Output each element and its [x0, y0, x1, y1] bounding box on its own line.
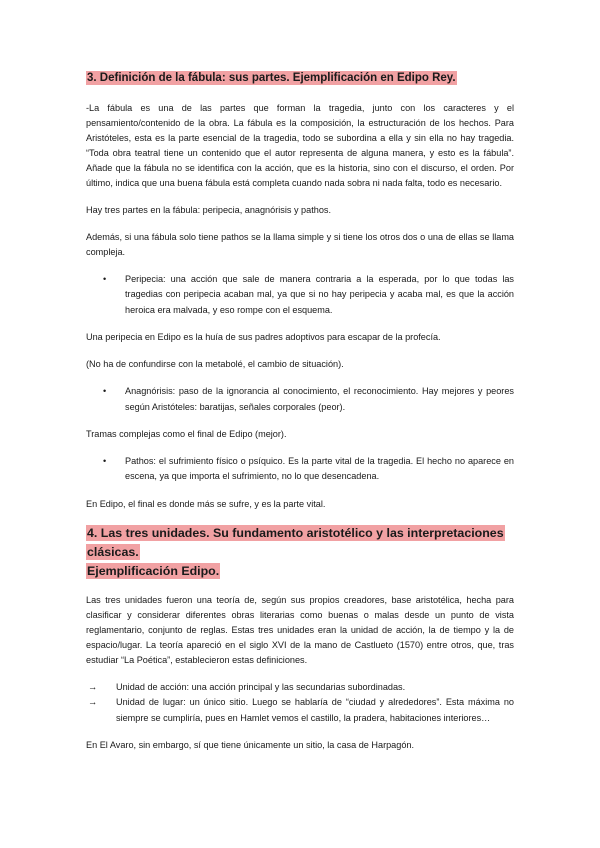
- section-3-paragraph-6: Tramas complejas como el final de Edipo (mejor).: [86, 429, 287, 440]
- section-3-paragraph-2: Hay tres partes en la fábula: peripecia, anagnórisis y pathos.: [86, 205, 331, 215]
- bullet-text-peripecia: Peripecia: una acción que sale de manera contraria a la esperada, por lo que todas las tragedias con peripecia acaban mal, ya que si no hay peripecia y acaba mal, es que la acción heroica era malvada, y eso rompe con el esquema.: [125, 274, 514, 315]
- bullet-mark: •: [103, 386, 107, 397]
- bullet-list-peripecia: [86, 272, 514, 318]
- section-4-heading: [86, 524, 514, 581]
- section-3-heading-text: 3. Definición de la fábula: sus partes. Ejemplificación en Edipo Rey.: [87, 72, 456, 84]
- section-3-paragraph-4: Una peripecia en Edipo es la huía de sus padres adoptivos para escapar de la profecía.: [86, 332, 441, 343]
- arrow-right-icon: →: [88, 697, 98, 708]
- arrow-right-icon: →: [88, 681, 98, 692]
- arrow-list-unidades: [86, 680, 514, 726]
- bullet-text-pathos: Pathos: el sufrimiento físico o psíquico. Es la parte vital de la tragedia. El hecho no aparece en escena, ya que importa el sufrimiento, no lo que desencadena.: [125, 456, 514, 482]
- bullet-mark: •: [103, 456, 107, 467]
- bullet-list-pathos: [86, 454, 514, 485]
- section-3-heading: [86, 70, 514, 87]
- section-4-paragraph-1: Las tres unidades fueron una teoría de, según sus propios creadores, base aristotélica, hecha para clasificar y considerar diferentes obras literarias como buenas o malas desde un punto de vista reglamentario, conjunto de reglas. Estas tres unidades eran la unidad de acción, la de tiempo y la de espacio/lugar. La teoría apareció en el siglo XVI de la mano de Castlueto (1570) entre otros, que, tras estudiar “La Poética”, establecieron estas definiciones.: [86, 594, 514, 665]
- section-4-heading-line-2: Ejemplificación Edipo.: [87, 563, 220, 578]
- arrow-item-unidad-accion: [86, 680, 514, 695]
- bullet-mark: •: [103, 274, 107, 284]
- arrow-text-unidad-accion: Unidad de acción: una acción principal y las secundarias subordinadas.: [116, 681, 406, 692]
- section-3-paragraph-7: En Edipo, el final es donde más se sufre, y es la parte vital.: [86, 498, 326, 509]
- bullet-item-peripecia: [100, 272, 514, 318]
- section-4-heading-line-1: 4. Las tres unidades. Su fundamento aristotélico y las interpretaciones clásicas.: [87, 525, 504, 559]
- bullet-text-anagnorisis: Anagnórisis: paso de la ignorancia al conocimiento, el reconocimiento. Hay mejores y peores según Aristóteles: baratijas, señales corporales (peor).: [125, 386, 514, 412]
- bullet-item-anagnorisis: [100, 384, 514, 415]
- arrow-text-unidad-lugar: Unidad de lugar: un único sitio. Luego se hablaría de “ciudad y alrededores”. Esta máxima no siempre se cumpliría, pues en Hamlet vemos el castillo, la pradera, habitaciones interiores…: [116, 697, 514, 723]
- bullet-item-pathos: [100, 454, 514, 485]
- section-4-paragraph-2: En El Avaro, sin embargo, sí que tiene únicamente un sitio, la casa de Harpagón.: [86, 740, 415, 751]
- bullet-list-anagnorisis: [86, 384, 514, 415]
- section-3-paragraph-3: Además, si una fábula solo tiene pathos se la llama simple y si tiene los otros dos o una de ellas se llama compleja.: [86, 232, 514, 257]
- section-3-paragraph-1: -La fábula es una de las partes que forman la tragedia, junto con los caracteres y el pensamiento/contenido de la obra. La fábula es la composición, la estructuración de los hechos. Para Aristóteles, esta es la parte esencial de la tragedia, todo se subordina a ella y sin ella no hay tragedia. “Toda obra teatral tiene un contenido que el autor representa de alguna manera, y esto es la fábula”. Añade que la fábula no se identifica con la acción, que es la historia, sino con el discurso, el orden. Por último, indica que una buena fábula está completa cuando nada sobra ni nada falta, todo es necesario.: [86, 103, 514, 188]
- arrow-item-unidad-lugar: [86, 695, 514, 726]
- section-3-paragraph-5: (No ha de confundirse con la metabolé, el cambio de situación).: [86, 359, 344, 370]
